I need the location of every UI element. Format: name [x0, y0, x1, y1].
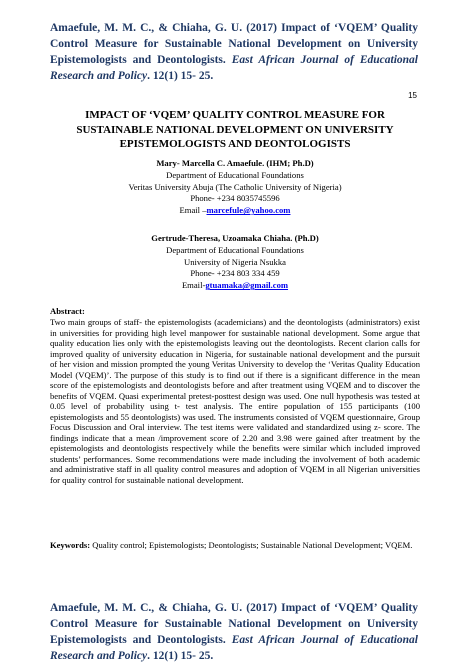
abstract-body: Two main groups of staff- the epistemologists (academicians) and the deontologists (administrators) exist in universities for providing high level manpower for sustainable national development. Some argue that quality education lies only with the epistemologists leaving out the deontologists. Recent clarion calls for improved quality of university education in Nigeria, for sustainable national development and the pursuit of her vision and mission prompted the young Veritas University to develop the ‘Veritas Quality Education Model (VQEM)’. The purpose of this study is to find out if there is a significant difference in the mean score of the epistemologists and deontologists before and after treatment using VQEM and to discover the benefits of VQEM. Quasi experimental pretest-posttest design was used. One null hypothesis was tested at 0.05 level of probability using t- test analysis. The entire population of 155 participants (100 epistemologists and 55 deontologists) was used. The instruments consisted of VQEM questionnaire, Group Focus Discussion and Oral interview. The test items were validated and standardized using z- score. The findings indicate that a mean /improvement score of 2.20 and 3.98 were gained after treatment by the epistemologists and deontologists respectively while the benefits were similar which included improved students’ performances. Some recommendations were made including the involvement of both academic and administrative staff in all quality control measures and adoption of VQEM in all Nigerian universities for quality control for sustainable national development. [50, 317, 420, 485]
author-department: Department of Educational Foundations [166, 169, 304, 180]
author-block-2 [50, 233, 420, 292]
author-name: Gertrude-Theresa, Uzoamaka Chiaha. (Ph.D) [151, 233, 319, 243]
citation-footer [50, 600, 418, 664]
author-email-link[interactable]: gtuamaka@gmail.com [205, 280, 289, 291]
author-email-line [50, 280, 420, 292]
citation-journal: East African Journal of Educational Research and Policy [50, 634, 418, 662]
author-block-1 [50, 158, 420, 217]
keywords-label: Keywords: [50, 540, 91, 550]
abstract-heading: Abstract: [50, 306, 85, 316]
author-institution: University of Nigeria Nsukka [184, 256, 286, 267]
citation-volume: . 12(1) 15- 25. [147, 70, 214, 82]
author-email-label: Email – [179, 205, 207, 216]
author-institution: Veritas University Abuja (The Catholic University of Nigeria) [128, 181, 342, 192]
author-email-label: Email- [181, 280, 206, 291]
author-phone: Phone- +234 8035745596 [190, 193, 280, 204]
citation-authors: Amaefule, M. M. C., & Chiaha, G. U. (2017) Impact of ‘VQEM’ Quality Control Measure for Sustainable National Development on University Epistemologists and Deontologists. [50, 602, 418, 646]
author-email-line [50, 205, 420, 217]
citation-volume: . 12(1) 15- 25. [147, 650, 214, 662]
keywords-text: Quality control; Epistemologists; Deontologists; Sustainable National Development; VQEM. [90, 540, 413, 550]
author-name: Mary- Marcella C. Amaefule. (IHM; Ph.D) [156, 158, 314, 168]
author-phone: Phone- +234 803 334 459 [190, 268, 280, 279]
author-email-link[interactable]: marcefule@yahoo.com [206, 205, 291, 216]
paper-title: IMPACT OF ‘VQEM’ QUALITY CONTROL MEASURE FOR SUSTAINABLE NATIONAL DEVELOPMENT ON UNIVERSITY EPISTEMOLOGISTS AND DEONTOLOGISTS [76, 109, 394, 150]
keywords-line [50, 540, 420, 551]
citation-journal: East African Journal of Educational Research and Policy [50, 54, 418, 82]
citation-header [50, 20, 418, 84]
author-department: Department of Educational Foundations [166, 244, 304, 255]
page-number: 15 [408, 91, 417, 100]
citation-authors: Amaefule, M. M. C., & Chiaha, G. U. (2017) Impact of ‘VQEM’ Quality Control Measure for Sustainable National Development on University Epistemologists and Deontologists. [50, 22, 418, 66]
